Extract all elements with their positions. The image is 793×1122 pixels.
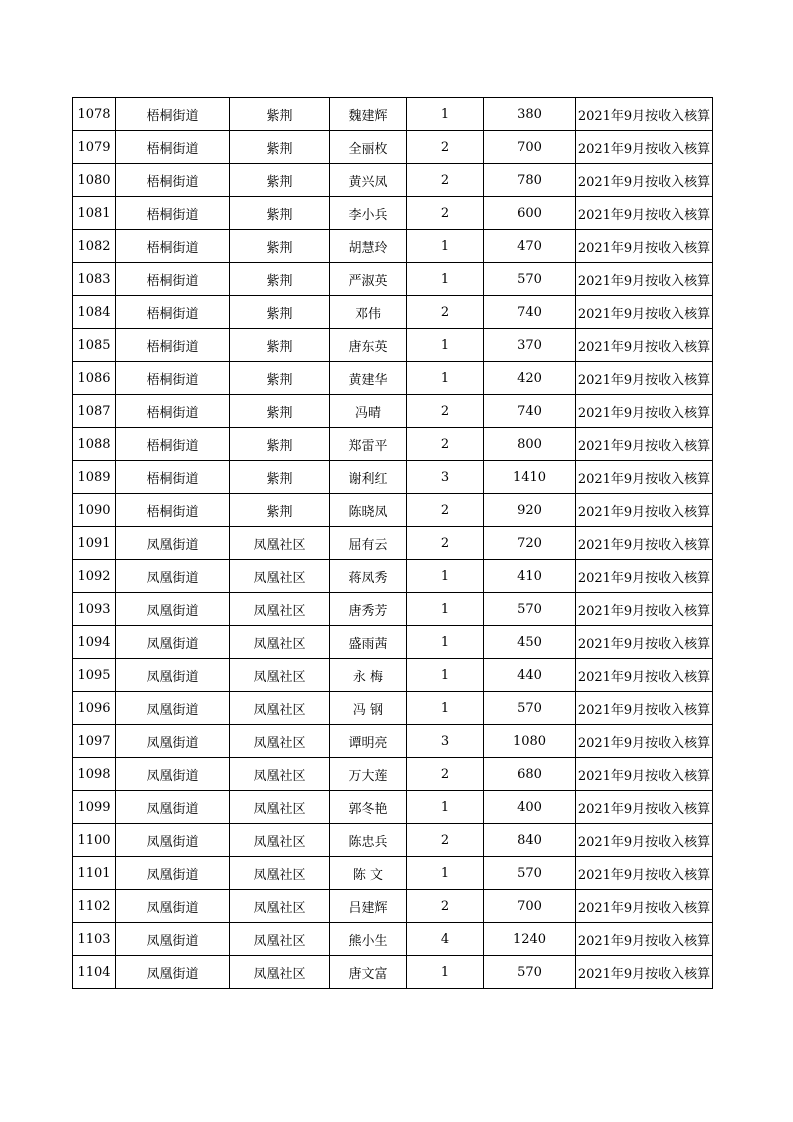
- community-cell: 紫荆: [230, 131, 330, 164]
- community-cell: 紫荆: [230, 197, 330, 230]
- street-cell: 凤凰街道: [116, 791, 230, 824]
- household-count-cell: 1: [407, 626, 484, 659]
- community-cell: 紫荆: [230, 362, 330, 395]
- name-cell: 全丽枚: [330, 131, 407, 164]
- row-id-cell: 1089: [73, 461, 116, 494]
- street-cell: 凤凰街道: [116, 560, 230, 593]
- household-count-cell: 2: [407, 758, 484, 791]
- table-row: [73, 197, 713, 230]
- household-count-cell: 4: [407, 923, 484, 956]
- name-cell: 万大莲: [330, 758, 407, 791]
- street-cell: 梧桐街道: [116, 230, 230, 263]
- table-row: [73, 164, 713, 197]
- community-cell: 凤凰社区: [230, 890, 330, 923]
- community-cell: 紫荆: [230, 395, 330, 428]
- row-id-cell: 1080: [73, 164, 116, 197]
- household-count-cell: 3: [407, 725, 484, 758]
- table-row: [73, 626, 713, 659]
- household-count-cell: 1: [407, 362, 484, 395]
- table-row: [73, 362, 713, 395]
- community-cell: 凤凰社区: [230, 857, 330, 890]
- community-cell: 凤凰社区: [230, 725, 330, 758]
- amount-cell: 740: [484, 395, 576, 428]
- note-cell: 2021年9月按收入核算: [576, 329, 713, 362]
- name-cell: 谢利红: [330, 461, 407, 494]
- note-cell: 2021年9月按收入核算: [576, 461, 713, 494]
- household-count-cell: 2: [407, 824, 484, 857]
- note-cell: 2021年9月按收入核算: [576, 824, 713, 857]
- amount-cell: 450: [484, 626, 576, 659]
- note-cell: 2021年9月按收入核算: [576, 956, 713, 989]
- amount-cell: 570: [484, 857, 576, 890]
- amount-cell: 780: [484, 164, 576, 197]
- row-id-cell: 1095: [73, 659, 116, 692]
- table-row: [73, 98, 713, 131]
- street-cell: 梧桐街道: [116, 395, 230, 428]
- street-cell: 凤凰街道: [116, 659, 230, 692]
- name-cell: 蒋凤秀: [330, 560, 407, 593]
- table-row: [73, 593, 713, 626]
- name-cell: 吕建辉: [330, 890, 407, 923]
- table-row: [73, 890, 713, 923]
- household-count-cell: 1: [407, 956, 484, 989]
- table-row: [73, 659, 713, 692]
- community-cell: 紫荆: [230, 461, 330, 494]
- row-id-cell: 1101: [73, 857, 116, 890]
- name-cell: 屈有云: [330, 527, 407, 560]
- amount-cell: 380: [484, 98, 576, 131]
- community-cell: 凤凰社区: [230, 527, 330, 560]
- name-cell: 陈忠兵: [330, 824, 407, 857]
- name-cell: 永 梅: [330, 659, 407, 692]
- household-count-cell: 1: [407, 791, 484, 824]
- note-cell: 2021年9月按收入核算: [576, 263, 713, 296]
- table-row: [73, 230, 713, 263]
- street-cell: 梧桐街道: [116, 461, 230, 494]
- amount-cell: 720: [484, 527, 576, 560]
- street-cell: 梧桐街道: [116, 164, 230, 197]
- row-id-cell: 1102: [73, 890, 116, 923]
- community-cell: 凤凰社区: [230, 956, 330, 989]
- table-row: [73, 725, 713, 758]
- amount-cell: 420: [484, 362, 576, 395]
- row-id-cell: 1088: [73, 428, 116, 461]
- row-id-cell: 1098: [73, 758, 116, 791]
- row-id-cell: 1104: [73, 956, 116, 989]
- amount-cell: 840: [484, 824, 576, 857]
- table-row: [73, 296, 713, 329]
- household-count-cell: 2: [407, 296, 484, 329]
- note-cell: 2021年9月按收入核算: [576, 890, 713, 923]
- row-id-cell: 1100: [73, 824, 116, 857]
- amount-cell: 570: [484, 956, 576, 989]
- name-cell: 郑雷平: [330, 428, 407, 461]
- row-id-cell: 1078: [73, 98, 116, 131]
- amount-cell: 680: [484, 758, 576, 791]
- amount-cell: 440: [484, 659, 576, 692]
- table-row: [73, 131, 713, 164]
- community-cell: 紫荆: [230, 329, 330, 362]
- row-id-cell: 1097: [73, 725, 116, 758]
- household-count-cell: 2: [407, 527, 484, 560]
- amount-cell: 1080: [484, 725, 576, 758]
- community-cell: 凤凰社区: [230, 626, 330, 659]
- name-cell: 唐文富: [330, 956, 407, 989]
- note-cell: 2021年9月按收入核算: [576, 230, 713, 263]
- row-id-cell: 1084: [73, 296, 116, 329]
- amount-cell: 740: [484, 296, 576, 329]
- amount-cell: 700: [484, 890, 576, 923]
- row-id-cell: 1094: [73, 626, 116, 659]
- table-row: [73, 461, 713, 494]
- table-row: [73, 791, 713, 824]
- name-cell: 郭冬艳: [330, 791, 407, 824]
- household-count-cell: 1: [407, 692, 484, 725]
- community-cell: 紫荆: [230, 494, 330, 527]
- amount-cell: 470: [484, 230, 576, 263]
- note-cell: 2021年9月按收入核算: [576, 362, 713, 395]
- name-cell: 邓伟: [330, 296, 407, 329]
- table-row: [73, 494, 713, 527]
- amount-cell: 570: [484, 263, 576, 296]
- row-id-cell: 1093: [73, 593, 116, 626]
- note-cell: 2021年9月按收入核算: [576, 758, 713, 791]
- name-cell: 唐秀芳: [330, 593, 407, 626]
- table-row: [73, 758, 713, 791]
- name-cell: 盛雨茜: [330, 626, 407, 659]
- household-count-cell: 2: [407, 395, 484, 428]
- amount-cell: 920: [484, 494, 576, 527]
- row-id-cell: 1103: [73, 923, 116, 956]
- amount-cell: 800: [484, 428, 576, 461]
- community-cell: 紫荆: [230, 263, 330, 296]
- street-cell: 凤凰街道: [116, 692, 230, 725]
- table-row: [73, 560, 713, 593]
- note-cell: 2021年9月按收入核算: [576, 395, 713, 428]
- name-cell: 严淑英: [330, 263, 407, 296]
- note-cell: 2021年9月按收入核算: [576, 527, 713, 560]
- row-id-cell: 1096: [73, 692, 116, 725]
- note-cell: 2021年9月按收入核算: [576, 626, 713, 659]
- street-cell: 凤凰街道: [116, 527, 230, 560]
- row-id-cell: 1081: [73, 197, 116, 230]
- name-cell: 李小兵: [330, 197, 407, 230]
- street-cell: 凤凰街道: [116, 758, 230, 791]
- name-cell: 谭明亮: [330, 725, 407, 758]
- community-cell: 紫荆: [230, 230, 330, 263]
- table-row: [73, 857, 713, 890]
- household-count-cell: 1: [407, 329, 484, 362]
- household-count-cell: 1: [407, 263, 484, 296]
- community-cell: 凤凰社区: [230, 791, 330, 824]
- amount-cell: 700: [484, 131, 576, 164]
- household-count-cell: 2: [407, 428, 484, 461]
- note-cell: 2021年9月按收入核算: [576, 593, 713, 626]
- street-cell: 凤凰街道: [116, 626, 230, 659]
- name-cell: 冯晴: [330, 395, 407, 428]
- name-cell: 黄兴凤: [330, 164, 407, 197]
- note-cell: 2021年9月按收入核算: [576, 791, 713, 824]
- row-id-cell: 1085: [73, 329, 116, 362]
- note-cell: 2021年9月按收入核算: [576, 296, 713, 329]
- street-cell: 凤凰街道: [116, 890, 230, 923]
- name-cell: 冯 钢: [330, 692, 407, 725]
- household-count-cell: 2: [407, 494, 484, 527]
- row-id-cell: 1082: [73, 230, 116, 263]
- community-cell: 凤凰社区: [230, 758, 330, 791]
- household-count-cell: 1: [407, 857, 484, 890]
- street-cell: 梧桐街道: [116, 263, 230, 296]
- community-cell: 紫荆: [230, 98, 330, 131]
- household-count-cell: 1: [407, 98, 484, 131]
- note-cell: 2021年9月按收入核算: [576, 98, 713, 131]
- name-cell: 熊小生: [330, 923, 407, 956]
- household-count-cell: 2: [407, 197, 484, 230]
- community-cell: 紫荆: [230, 164, 330, 197]
- amount-cell: 1240: [484, 923, 576, 956]
- note-cell: 2021年9月按收入核算: [576, 725, 713, 758]
- household-count-cell: 1: [407, 659, 484, 692]
- street-cell: 凤凰街道: [116, 725, 230, 758]
- table-row: [73, 428, 713, 461]
- street-cell: 梧桐街道: [116, 329, 230, 362]
- table-row: [73, 263, 713, 296]
- table-row: [73, 923, 713, 956]
- community-cell: 凤凰社区: [230, 923, 330, 956]
- note-cell: 2021年9月按收入核算: [576, 197, 713, 230]
- row-id-cell: 1083: [73, 263, 116, 296]
- note-cell: 2021年9月按收入核算: [576, 560, 713, 593]
- street-cell: 凤凰街道: [116, 824, 230, 857]
- amount-cell: 370: [484, 329, 576, 362]
- note-cell: 2021年9月按收入核算: [576, 164, 713, 197]
- row-id-cell: 1090: [73, 494, 116, 527]
- table-row: [73, 692, 713, 725]
- note-cell: 2021年9月按收入核算: [576, 923, 713, 956]
- amount-cell: 400: [484, 791, 576, 824]
- street-cell: 梧桐街道: [116, 494, 230, 527]
- amount-cell: 1410: [484, 461, 576, 494]
- street-cell: 梧桐街道: [116, 197, 230, 230]
- street-cell: 凤凰街道: [116, 923, 230, 956]
- name-cell: 唐东英: [330, 329, 407, 362]
- amount-cell: 410: [484, 560, 576, 593]
- street-cell: 梧桐街道: [116, 362, 230, 395]
- note-cell: 2021年9月按收入核算: [576, 692, 713, 725]
- row-id-cell: 1099: [73, 791, 116, 824]
- street-cell: 梧桐街道: [116, 98, 230, 131]
- table-row: [73, 527, 713, 560]
- household-count-cell: 2: [407, 164, 484, 197]
- community-cell: 紫荆: [230, 428, 330, 461]
- row-id-cell: 1087: [73, 395, 116, 428]
- household-count-cell: 2: [407, 890, 484, 923]
- note-cell: 2021年9月按收入核算: [576, 494, 713, 527]
- street-cell: 梧桐街道: [116, 428, 230, 461]
- community-cell: 凤凰社区: [230, 659, 330, 692]
- household-count-cell: 1: [407, 593, 484, 626]
- table-row: [73, 329, 713, 362]
- row-id-cell: 1092: [73, 560, 116, 593]
- records-table: [72, 97, 713, 989]
- name-cell: 魏建辉: [330, 98, 407, 131]
- name-cell: 黄建华: [330, 362, 407, 395]
- household-count-cell: 1: [407, 230, 484, 263]
- row-id-cell: 1091: [73, 527, 116, 560]
- amount-cell: 570: [484, 692, 576, 725]
- note-cell: 2021年9月按收入核算: [576, 659, 713, 692]
- street-cell: 梧桐街道: [116, 296, 230, 329]
- table-row: [73, 395, 713, 428]
- community-cell: 凤凰社区: [230, 560, 330, 593]
- row-id-cell: 1086: [73, 362, 116, 395]
- household-count-cell: 2: [407, 131, 484, 164]
- street-cell: 凤凰街道: [116, 593, 230, 626]
- records-table-body: [73, 98, 713, 989]
- note-cell: 2021年9月按收入核算: [576, 131, 713, 164]
- note-cell: 2021年9月按收入核算: [576, 428, 713, 461]
- name-cell: 胡慧玲: [330, 230, 407, 263]
- row-id-cell: 1079: [73, 131, 116, 164]
- street-cell: 凤凰街道: [116, 956, 230, 989]
- community-cell: 凤凰社区: [230, 593, 330, 626]
- table-row: [73, 956, 713, 989]
- household-count-cell: 1: [407, 560, 484, 593]
- amount-cell: 600: [484, 197, 576, 230]
- household-count-cell: 3: [407, 461, 484, 494]
- name-cell: 陈晓凤: [330, 494, 407, 527]
- community-cell: 凤凰社区: [230, 824, 330, 857]
- table-row: [73, 824, 713, 857]
- note-cell: 2021年9月按收入核算: [576, 857, 713, 890]
- amount-cell: 570: [484, 593, 576, 626]
- name-cell: 陈 文: [330, 857, 407, 890]
- community-cell: 紫荆: [230, 296, 330, 329]
- street-cell: 凤凰街道: [116, 857, 230, 890]
- street-cell: 梧桐街道: [116, 131, 230, 164]
- community-cell: 凤凰社区: [230, 692, 330, 725]
